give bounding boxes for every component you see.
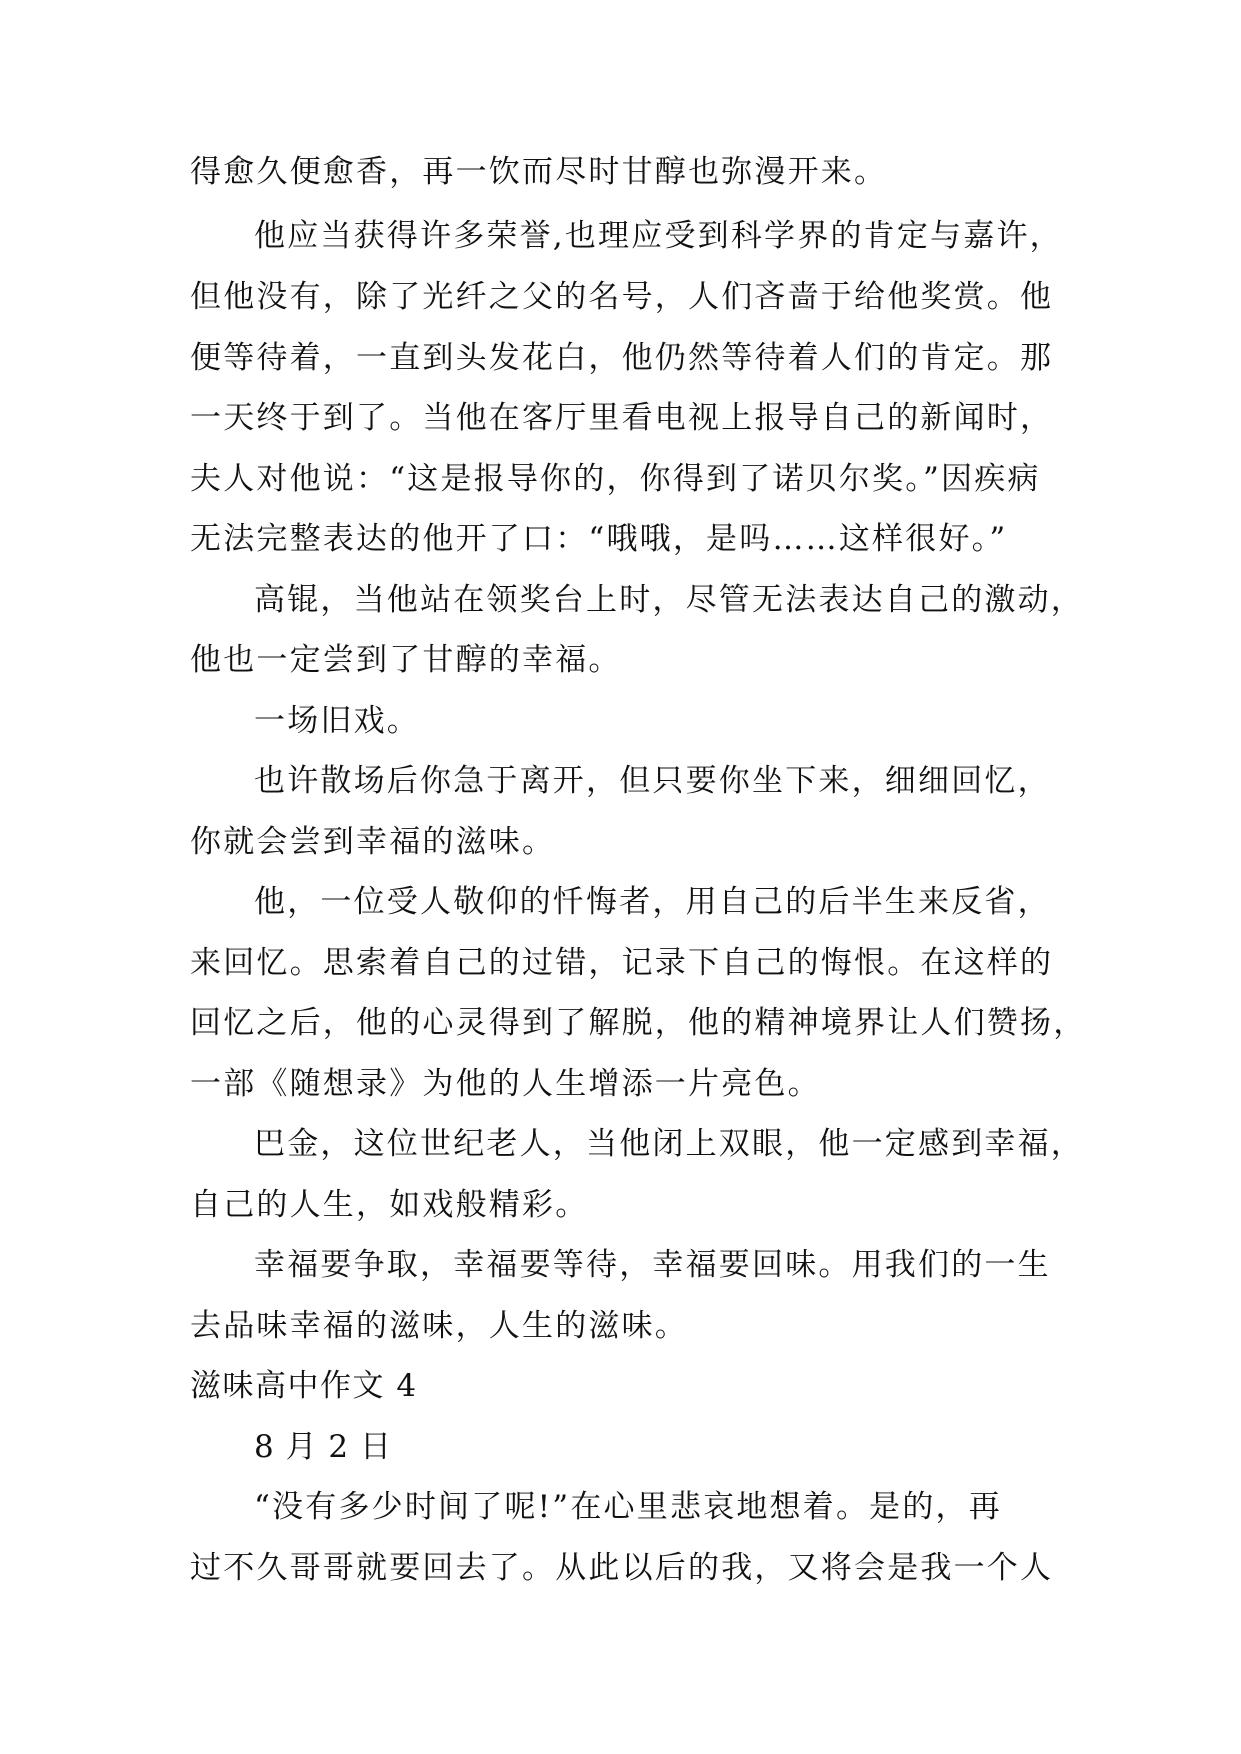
text-line: 夫人对他说：“这是报导你的，你得到了诺贝尔奖。”因疾病 [190,461,1041,497]
paragraph-start: 高锟，当他站在领奖台上时，尽管无法表达自己的激动， [254,582,1084,618]
text-line: 去品味幸福的滋味，人生的滋味。 [190,1308,688,1344]
date-line: 8 月 2 日 [254,1429,393,1465]
paragraph-start: 一场旧戏。 [254,703,420,739]
text-line: 便等待着，一直到头发花白，他仍然等待着人们的肯定。那 [190,340,1054,376]
paragraph-start: “没有多少时间了呢!”在心里悲哀地想着。是的，再 [254,1489,1002,1525]
paragraph-start: 他应当获得许多荣誉,也理应受到科学界的肯定与嘉许， [254,218,1063,254]
paragraph-start: 巴金，这位世纪老人，当他闭上双眼，他一定感到幸福， [254,1126,1084,1162]
text-line: 你就会尝到幸福的滋味。 [190,824,556,860]
paragraph-start: 他，一位受人敬仰的忏悔者，用自己的后半生来反省， [254,884,1051,920]
paragraph-start: 幸福要争取，幸福要等待，幸福要回味。用我们的一生 [254,1247,1051,1283]
text-line: 得愈久便愈香，再一饮而尽时甘醇也弥漫开来。 [190,154,888,190]
text-line: 他也一定尝到了甘醇的幸福。 [190,642,622,678]
section-heading: 滋味高中作文 4 [190,1368,418,1404]
text-line: 自己的人生，如戏般精彩。 [190,1187,589,1223]
text-line: 来回忆。思索着自己的过错，记录下自己的悔恨。在这样的 [190,945,1054,981]
text-line: 一部《随想录》为他的人生增添一片亮色。 [190,1066,821,1102]
text-line: 无法完整表达的他开了口：“哦哦，是吗……这样很好。” [190,521,1008,557]
text-line: 过不久哥哥就要回去了。从此以后的我，又将会是我一个人 [190,1550,1054,1586]
text-line: 但他没有，除了光纤之父的名号，人们吝啬于给他奖赏。他 [190,279,1054,315]
text-line: 一天终于到了。当他在客厅里看电视上报导自己的新闻时， [190,400,1054,436]
paragraph-start: 也许散场后你急于离开，但只要你坐下来，细细回忆， [254,763,1051,799]
text-line: 回忆之后，他的心灵得到了解脱，他的精神境界让人们赞扬， [190,1005,1087,1041]
